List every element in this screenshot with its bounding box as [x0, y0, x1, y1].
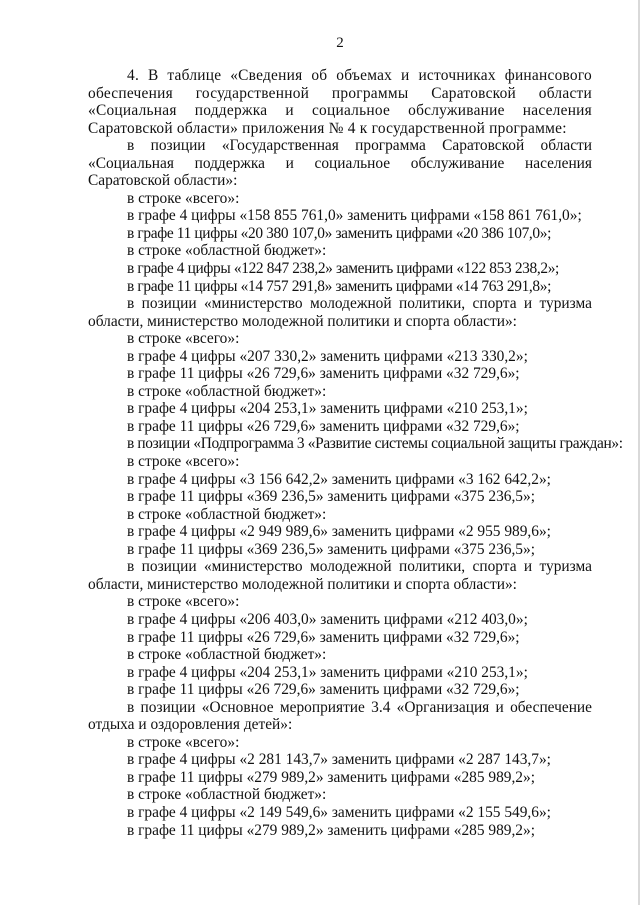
- row-label: в строке «всего»:: [127, 593, 240, 611]
- change-line: в графе 11 цифры «279 989,2» заменить цифрами «285 989,2»;: [127, 768, 535, 786]
- change-line: в графе 4 цифры «206 403,0» заменить цифрами «212 403,0»;: [127, 610, 528, 628]
- position-heading: в позиции «Государственная программа Саратовской области «Социальная поддержка и социальное обслуживание населения Саратовской области»:: [88, 137, 592, 190]
- position-block: [88, 699, 592, 839]
- change-line: в графе 11 цифры «26 729,6» заменить цифрами «32 729,6»;: [127, 365, 520, 383]
- row-label: в строке «всего»:: [127, 189, 240, 207]
- intro-paragraph: 4. В таблице «Сведения об объемах и источниках финансового обеспечения государственной программы Саратовской области «Социальная поддержка и социальное обслуживание населения Саратовской области» приложения № 4 к государственной программе:: [88, 67, 592, 137]
- change-line: в графе 11 цифры «20 380 107,0» заменить цифрами «20 386 107,0»;: [127, 224, 552, 242]
- position-block: [88, 137, 592, 295]
- change-line: в графе 4 цифры «207 330,2» заменить цифрами «213 330,2»;: [127, 347, 528, 365]
- change-line: в графе 4 цифры «2 281 143,7» заменить цифрами «2 287 143,7»;: [127, 751, 551, 769]
- change-line: в графе 4 цифры «122 847 238,2» заменить цифрами «122 853 238,2»;: [127, 260, 559, 278]
- position-block: [88, 435, 623, 558]
- row-label: в строке «областной бюджет»:: [127, 242, 327, 260]
- row-label: в строке «областной бюджет»:: [127, 505, 327, 523]
- row-label: в строке «областной бюджет»:: [127, 786, 327, 804]
- change-line: в графе 11 цифры «279 989,2» заменить цифрами «285 989,2»;: [127, 821, 535, 839]
- change-line: в графе 4 цифры «2 149 549,6» заменить цифрами «2 155 549,6»;: [127, 803, 551, 821]
- page-number: 2: [336, 35, 344, 51]
- document-body: [88, 67, 623, 839]
- row-label: в строке «областной бюджет»:: [127, 382, 327, 400]
- position-block: [88, 295, 592, 435]
- change-line: в графе 4 цифры «204 253,1» заменить цифрами «210 253,1»;: [127, 663, 528, 681]
- position-heading: в позиции «Подпрограмма 3 «Развитие системы социальной защиты граждан»:: [127, 435, 623, 453]
- change-line: в графе 11 цифры «26 729,6» заменить цифрами «32 729,6»;: [127, 628, 520, 646]
- row-label: в строке «областной бюджет»:: [127, 646, 327, 664]
- change-line: в графе 4 цифры «3 156 642,2» заменить цифрами «3 162 642,2»;: [127, 470, 551, 488]
- row-label: в строке «всего»:: [127, 453, 240, 471]
- change-line: в графе 4 цифры «158 855 761,0» заменить цифрами «158 861 761,0»;: [127, 207, 582, 225]
- change-line: в графе 11 цифры «369 236,5» заменить цифрами «375 236,5»;: [127, 488, 535, 506]
- position-block: [88, 558, 592, 698]
- position-heading: в позиции «министерство молодежной политики, спорта и туризма области, министерство молодежной политики и спорта области»:: [88, 558, 592, 593]
- change-line: в графе 11 цифры «26 729,6» заменить цифрами «32 729,6»;: [127, 681, 520, 699]
- change-line: в графе 11 цифры «369 236,5» заменить цифрами «375 236,5»;: [127, 540, 535, 558]
- row-label: в строке «всего»:: [127, 330, 240, 348]
- position-heading: в позиции «Основное мероприятие 3.4 «Организация и обеспечение отдыха и оздоровления детей»:: [88, 698, 592, 734]
- change-line: в графе 4 цифры «2 949 989,6» заменить цифрами «2 955 989,6»;: [127, 523, 551, 541]
- position-heading: в позиции «министерство молодежной политики, спорта и туризма области, министерство молодежной политики и спорта области»:: [88, 295, 592, 330]
- change-line: в графе 11 цифры «14 757 291,8» заменить цифрами «14 763 291,8»;: [127, 277, 552, 295]
- row-label: в строке «всего»:: [127, 733, 240, 751]
- change-line: в графе 4 цифры «204 253,1» заменить цифрами «210 253,1»;: [127, 400, 528, 418]
- change-line: в графе 11 цифры «26 729,6» заменить цифрами «32 729,6»;: [127, 417, 520, 435]
